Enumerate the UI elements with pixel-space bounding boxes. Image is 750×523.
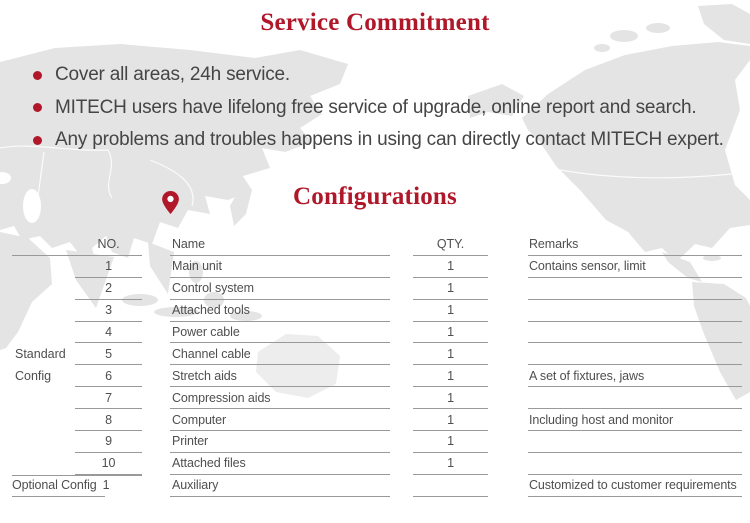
standard-config-group-label <box>15 344 66 388</box>
table-row <box>0 278 750 300</box>
configurations-table <box>0 234 750 500</box>
cell-no: 6 <box>75 365 142 387</box>
bullet-text: Any problems and troubles happens in using can directly contact MITECH expert. <box>55 129 724 151</box>
table-row <box>0 256 750 278</box>
table-row-optional <box>0 475 750 497</box>
table-header-row <box>0 234 750 256</box>
table-row <box>0 322 750 344</box>
cell-qty: 1 <box>413 387 488 409</box>
cell-name: Main unit <box>170 256 390 278</box>
cell-qty: 1 <box>413 409 488 431</box>
bullet-dot-icon <box>33 136 42 145</box>
table-row <box>0 431 750 453</box>
cell-no: 9 <box>75 431 142 453</box>
table-row <box>0 409 750 431</box>
header-no: NO. <box>97 237 120 252</box>
table-row <box>0 365 750 387</box>
bullet-text: MITECH users have lifelong free service of upgrade, online report and search. <box>55 96 697 118</box>
group-label-line1: Standard <box>15 347 66 361</box>
cell-no: 5 <box>75 343 142 365</box>
cell-no: 7 <box>75 387 142 409</box>
cell-no: 10 <box>75 453 142 475</box>
header-qty: QTY. <box>413 234 488 256</box>
bullet-text: Cover all areas, 24h service. <box>55 64 290 86</box>
cell-name: Attached tools <box>170 300 390 322</box>
service-bullet-list <box>33 59 724 157</box>
header-name: Name <box>170 234 390 256</box>
cell-remarks <box>528 278 742 300</box>
configurations-title: Configurations <box>293 183 457 210</box>
cell-qty <box>413 475 488 497</box>
cell-no: 1 <box>75 256 142 278</box>
bullet-dot-icon <box>33 71 42 80</box>
cell-qty: 1 <box>413 278 488 300</box>
cell-no: 3 <box>75 300 142 322</box>
table-row <box>0 343 750 365</box>
cell-name: Channel cable <box>170 343 390 365</box>
cell-remarks <box>528 453 742 475</box>
bullet-item <box>33 59 724 92</box>
cell-remarks: Customized to customer requirements <box>528 475 742 497</box>
location-pin-icon <box>162 191 179 214</box>
cell-remarks <box>528 387 742 409</box>
optional-config-no: 1 <box>102 478 110 493</box>
cell-name: Computer <box>170 409 390 431</box>
table-row <box>0 453 750 475</box>
bullet-item <box>33 124 724 157</box>
cell-optional-label <box>12 475 110 497</box>
cell-qty: 1 <box>413 431 488 453</box>
optional-config-label: Optional Config <box>12 478 97 493</box>
service-commitment-title: Service Commitment <box>260 9 490 36</box>
cell-no: 8 <box>75 409 142 431</box>
group-label-line2: Config <box>15 368 52 383</box>
cell-no: 4 <box>75 322 142 344</box>
cell-remarks <box>528 300 742 322</box>
cell-name: Stretch aids <box>170 365 390 387</box>
cell-remarks <box>528 322 742 344</box>
bullet-dot-icon <box>33 103 42 112</box>
cell-remarks <box>528 431 742 453</box>
cell-remarks: Including host and monitor <box>528 409 742 431</box>
cell-remarks <box>528 343 742 365</box>
cell-qty: 1 <box>413 256 488 278</box>
bullet-item <box>33 92 724 125</box>
cell-qty: 1 <box>413 322 488 344</box>
cell-remarks: A set of fixtures, jaws <box>528 365 742 387</box>
header-cell-no-group <box>12 234 142 256</box>
cell-name: Printer <box>170 431 390 453</box>
cell-qty: 1 <box>413 365 488 387</box>
cell-qty: 1 <box>413 300 488 322</box>
cell-name: Compression aids <box>170 387 390 409</box>
cell-name: Attached files <box>170 453 390 475</box>
cell-name: Power cable <box>170 322 390 344</box>
header-remarks: Remarks <box>528 234 742 256</box>
table-row <box>0 300 750 322</box>
cell-qty: 1 <box>413 343 488 365</box>
table-row <box>0 387 750 409</box>
cell-qty: 1 <box>413 453 488 475</box>
cell-name: Control system <box>170 278 390 300</box>
cell-no: 2 <box>75 278 142 300</box>
cell-remarks: Contains sensor, limit <box>528 256 742 278</box>
cell-name: Auxiliary <box>170 475 390 497</box>
